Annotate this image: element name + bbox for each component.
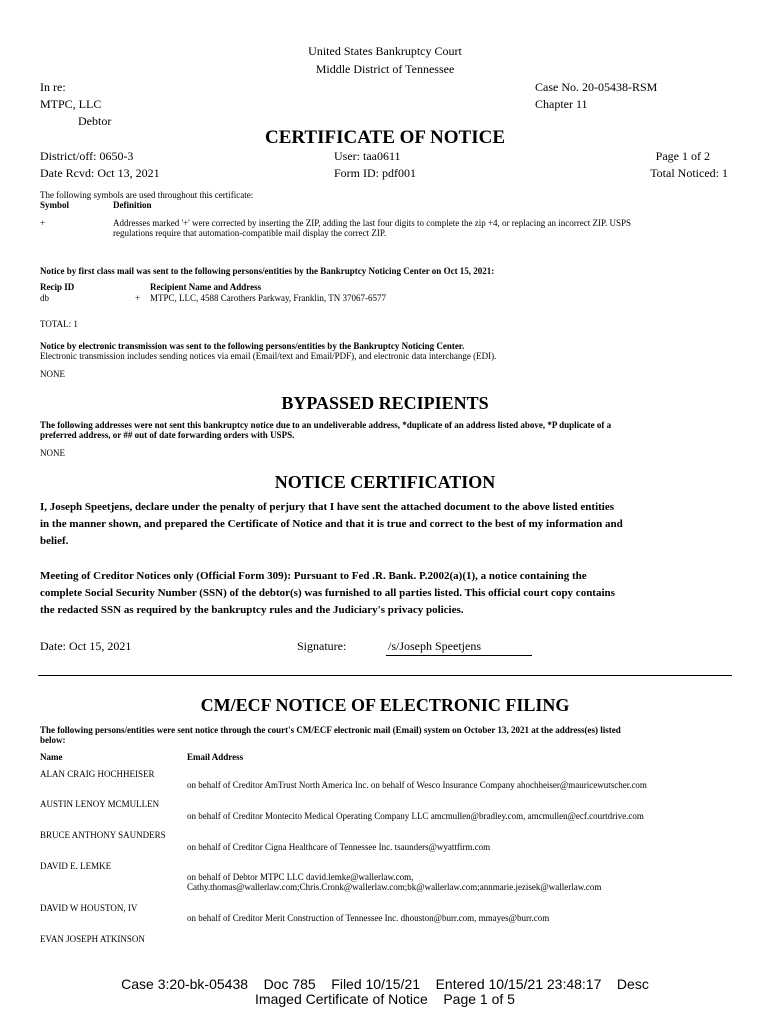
col-email: Email Address (187, 752, 244, 762)
signature-line (386, 655, 532, 656)
meeting-notice-text: Meeting of Creditor Notices only (Official Form 309): Pursuant to Fed .R. Bank. P.2002(a)(1), a notice containing the (40, 570, 587, 582)
total-count: TOTAL: 1 (40, 319, 78, 329)
recipient-name: AUSTIN LENOY MCMULLEN (40, 799, 160, 809)
cmecf-intro: The following persons/entities were sent notice through the court's CM/ECF electronic mail (Email) system on October 13, 2021 at the address(es) listed (40, 725, 621, 735)
recipient-name: ALAN CRAIG HOCHHEISER (40, 769, 155, 779)
recipient-email: on behalf of Creditor Merit Construction of Tennessee Inc. dhouston@burr.com, mmayes@burr.com (187, 913, 550, 923)
recipient-email: on behalf of Creditor AmTrust North America Inc. on behalf of Wesco Insurance Company ahochheiser@mauricewutscher.com (187, 780, 647, 790)
declaration-text: I, Joseph Speetjens, declare under the penalty of perjury that I have sent the attached document to the above listed entities (40, 501, 615, 513)
signature-value: /s/Joseph Speetjens (388, 639, 481, 653)
debtor-role: Debtor (78, 114, 112, 128)
recip-id: db (40, 293, 49, 303)
signature-label: Signature: (297, 639, 347, 653)
case-number: Case No. 20-05438-RSM (535, 80, 658, 94)
meeting-notice-text: complete Social Security Number (SSN) of the debtor(s) was furnished to all parties listed. This official court copy contains (40, 587, 615, 599)
certification-date: Date: Oct 15, 2021 (40, 639, 132, 653)
recipient-name: DAVID E. LEMKE (40, 861, 112, 871)
declaration-text: in the manner shown, and prepared the Certificate of Notice and that it is true and correct to the best of my information and (40, 518, 623, 530)
symbol-definition-line: Addresses marked '+' were corrected by inserting the ZIP, adding the last four digits to complete the zip +4, or replacing an incorrect ZIP. USPS (113, 218, 632, 228)
meeting-notice-text: the redacted SSN as required by the bankruptcy rules and the Judiciary's privacy policies. (40, 604, 464, 616)
electronic-none: NONE (40, 369, 65, 379)
page-count: Page 1 of 2 (655, 149, 710, 163)
cmecf-title: CM/ECF NOTICE OF ELECTRONIC FILING (200, 695, 570, 715)
declaration-text: belief. (40, 535, 69, 547)
filing-stamp-line: Imaged Certificate of Notice Page 1 of 5 (255, 991, 515, 1007)
symbol-plus: + (40, 218, 46, 228)
district-office: District/off: 0650-3 (40, 149, 134, 163)
court-name: United States Bankruptcy Court (308, 44, 462, 58)
user-id: User: taa0611 (334, 149, 401, 163)
certificate-title: CERTIFICATE OF NOTICE (264, 127, 506, 148)
debtor-party: MTPC, LLC (40, 97, 102, 111)
date-received: Date Rcvd: Oct 13, 2021 (40, 166, 160, 180)
recipient-name: EVAN JOSEPH ATKINSON (40, 934, 145, 944)
bypassed-none: NONE (40, 448, 65, 458)
recipient-email: on behalf of Debtor MTPC LLC david.lemke@wallerlaw.com, (187, 872, 414, 882)
col-recip-id: Recip ID (40, 282, 75, 292)
filing-stamp-line: Case 3:20-bk-05438 Doc 785 Filed 10/15/21 Entered 10/15/21 23:48:17 Desc (121, 976, 649, 992)
section-divider (38, 675, 732, 676)
symbols-col-definition: Definition (113, 200, 152, 210)
bypassed-text: The following addresses were not sent this bankruptcy notice due to an undeliverable address, *duplicate of an address listed above, *P duplicate of a (40, 420, 612, 430)
recip-mark: + (135, 293, 141, 303)
col-name: Name (40, 752, 63, 762)
total-noticed: Total Noticed: 1 (650, 166, 728, 180)
recipient-name: BRUCE ANTHONY SAUNDERS (40, 830, 166, 840)
form-id: Form ID: pdf001 (334, 166, 416, 180)
symbols-intro: The following symbols are used throughout this certificate: (40, 190, 254, 200)
symbol-definition-line: regulations require that automation-compatible mail display the correct ZIP. (113, 228, 387, 238)
bypassed-title: BYPASSED RECIPIENTS (281, 393, 489, 413)
recipient-name: DAVID W HOUSTON, IV (40, 903, 138, 913)
chapter: Chapter 11 (535, 97, 588, 111)
court-district: Middle District of Tennessee (315, 62, 455, 76)
recipient-email: Cathy.thomas@wallerlaw.com;Chris.Cronk@wallerlaw.com;bk@wallerlaw.com;annmarie.jezisek@wallerlaw.com (187, 882, 602, 892)
electronic-heading: Notice by electronic transmission was sent to the following persons/entities by the Bankruptcy Noticing Center. (40, 341, 465, 351)
in-re-label: In re: (40, 80, 66, 94)
cmecf-intro: below: (40, 735, 66, 745)
electronic-subline: Electronic transmission includes sending notices via email (Email/text and Email/PDF), and electronic data interchange (EDI). (40, 351, 497, 361)
recipient-email: on behalf of Creditor Cigna Healthcare of Tennessee Inc. tsaunders@wyattfirm.com (187, 842, 491, 852)
col-recipient: Recipient Name and Address (150, 282, 262, 292)
symbols-col-symbol: Symbol (40, 200, 70, 210)
recipient-email: on behalf of Creditor Montecito Medical Operating Company LLC amcmullen@bradley.com, amcmullen@ecf.courtdrive.com (187, 811, 644, 821)
bypassed-text: preferred address, or ## out of date forwarding orders with USPS. (40, 430, 295, 440)
first-class-heading: Notice by first class mail was sent to the following persons/entities by the Bankruptcy Noticing Center on Oct 15, 2021: (40, 266, 495, 276)
certification-title: NOTICE CERTIFICATION (274, 472, 496, 492)
recipient-address: MTPC, LLC, 4588 Carothers Parkway, Franklin, TN 37067-6577 (150, 293, 386, 303)
